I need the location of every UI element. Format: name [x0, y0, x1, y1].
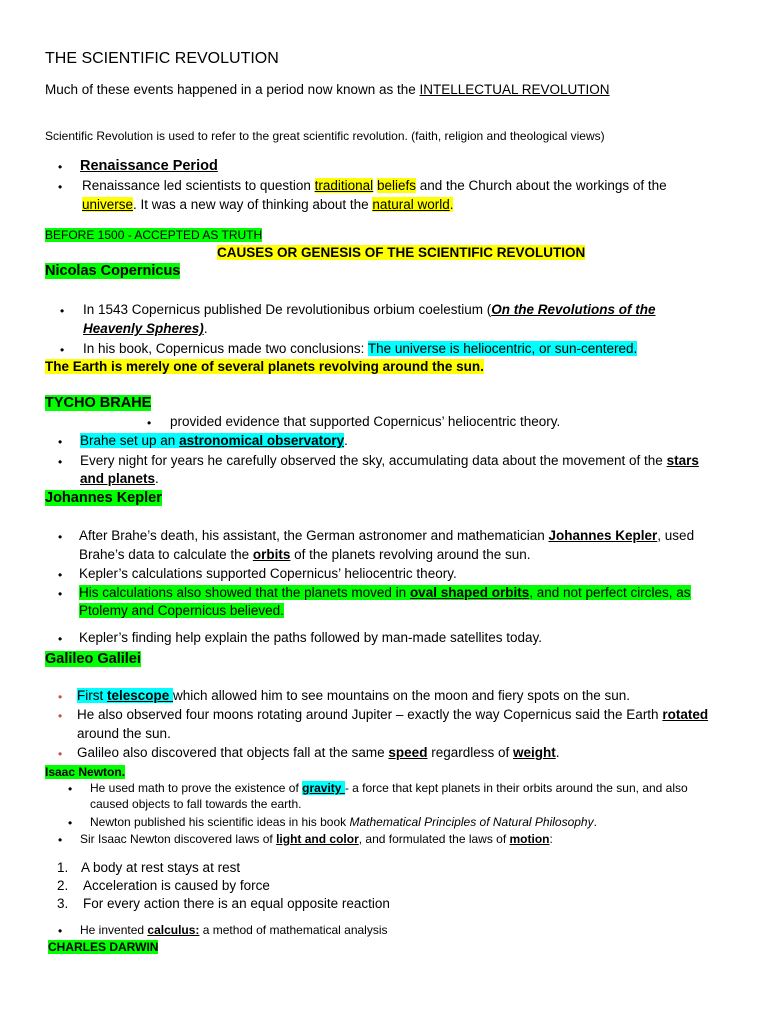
- text-span: .: [344, 433, 348, 448]
- observatory-highlight: astronomical observatory: [179, 433, 345, 448]
- kepler-name-term: Johannes Kepler: [548, 528, 658, 543]
- book-title-cont: Heavenly Spheres): [83, 321, 204, 336]
- bullet-icon: •: [60, 304, 65, 318]
- book-title: On the Revolutions of the: [491, 302, 656, 317]
- text-span: a method of mathematical analysis: [199, 923, 388, 937]
- intro-text: Much of these events happened in a period now known as the: [45, 82, 420, 97]
- text-span: Brahe’s data to calculate the: [79, 547, 253, 562]
- text-span: He also observed four moons rotating around Jupiter – exactly the way Copernicus said the Earth: [77, 707, 663, 722]
- kepler-heading: Johannes Kepler: [45, 490, 162, 506]
- copernicus-heading: Nicolas Copernicus: [45, 263, 181, 279]
- heliocentric-highlight: The universe is heliocentric, or sun-centered.: [367, 341, 638, 356]
- motion-term: motion: [509, 832, 550, 846]
- text-span: Newton published his scientific ideas in his book: [90, 815, 350, 829]
- law-text: Acceleration is caused by force: [83, 878, 270, 893]
- universe-highlight: universe: [82, 197, 134, 212]
- galileo-bullet-3: [77, 745, 560, 760]
- galileo-bullet-1: [77, 688, 630, 703]
- law-text: For every action there is an equal opposite reaction: [83, 896, 390, 911]
- intellectual-revolution-link: INTELLECTUAL REVOLUTION: [419, 82, 610, 97]
- intro-line: [45, 82, 610, 97]
- text-span: In 1543 Copernicus published De revolutionibus orbium coelestium (: [83, 302, 492, 317]
- text-span: .: [593, 815, 597, 829]
- text-span: . It was a new way of thinking about the: [133, 197, 373, 212]
- beliefs-highlight: beliefs: [376, 178, 416, 193]
- law-1: [57, 860, 241, 875]
- newton-bullet-1: [90, 781, 688, 795]
- bullet-icon: •: [68, 816, 73, 830]
- darwin-heading: CHARLES DARWIN: [48, 940, 159, 954]
- oval-orbits-highlight: oval shaped orbits: [409, 585, 530, 600]
- kepler-bullet-3: [79, 585, 691, 600]
- text-span: After Brahe’s death, his assistant, the German astronomer and mathematician: [79, 528, 549, 543]
- bullet-icon: •: [58, 747, 63, 761]
- bullet-icon: •: [68, 782, 73, 796]
- orbits-term: orbits: [252, 547, 291, 562]
- bullet-icon: •: [58, 160, 63, 174]
- text-span: .: [555, 745, 560, 760]
- text-span: , and not perfect circles, as: [529, 585, 691, 600]
- law-text: A body at rest stays at rest: [81, 860, 241, 875]
- principia-title: Mathematical Principles of Natural Philosophy: [349, 815, 594, 829]
- law-number: 2.: [57, 878, 69, 893]
- text-span: His calculations also showed that the planets moved in: [79, 585, 410, 600]
- bullet-icon: •: [58, 180, 63, 194]
- planets-term: and planets: [80, 471, 156, 486]
- bullet-icon: •: [58, 709, 63, 723]
- natural-world-highlight: natural world: [372, 197, 450, 212]
- text-span: :: [549, 832, 553, 846]
- bullet-icon: •: [58, 587, 63, 601]
- brahe-bullet-3: [80, 453, 699, 468]
- bullet-icon: •: [58, 632, 63, 646]
- text-span: , used: [657, 528, 695, 543]
- page-title: THE SCIENTIFIC REVOLUTION: [45, 50, 279, 67]
- bullet-icon: •: [60, 343, 65, 357]
- bullet-icon: •: [58, 690, 63, 704]
- brahe-bullet-2: [80, 433, 348, 448]
- traditional-highlight: traditional: [314, 178, 374, 193]
- rotated-term: rotated: [662, 707, 709, 722]
- copernicus-bullet-1-cont: [83, 321, 208, 336]
- newton-bullet-3: [80, 832, 553, 846]
- law-number: 3.: [57, 896, 69, 911]
- text-span: and the Church about the workings of the: [415, 178, 667, 193]
- text-span: .: [449, 197, 454, 212]
- renaissance-line-1: [82, 178, 667, 193]
- brahe-heading: TYCHO BRAHE: [45, 395, 152, 411]
- text-span: Galileo also discovered that objects fall at the same: [77, 745, 389, 760]
- newton-bullet-4: [80, 923, 388, 937]
- text-span: Sir Isaac Newton discovered laws of: [80, 832, 277, 846]
- bullet-icon: •: [58, 530, 63, 544]
- text-span: , and formulated the laws of: [358, 832, 510, 846]
- calculus-term: calculus:: [147, 923, 200, 937]
- before-1500-label: BEFORE 1500 - ACCEPTED AS TRUTH: [45, 228, 263, 242]
- text-span: .: [155, 471, 159, 486]
- text-span: In his book, Copernicus made two conclusions:: [83, 341, 368, 356]
- galileo-bullet-2-cont: around the sun.: [77, 726, 171, 741]
- kepler-bullet-3-cont: Ptolemy and Copernicus believed.: [79, 603, 284, 618]
- galileo-bullet-2: [77, 707, 708, 722]
- bullet-icon: •: [58, 455, 63, 469]
- copernicus-conclusion-2: The Earth is merely one of several planets revolving around the sun.: [45, 359, 484, 374]
- newton-bullet-1-cont: caused objects to fall towards the earth.: [90, 797, 302, 811]
- weight-term: weight: [513, 745, 556, 760]
- text-span: He invented: [80, 923, 148, 937]
- law-2: [57, 878, 270, 893]
- text-span: Every night for years he carefully observed the sky, accumulating data about the movement of the: [80, 453, 667, 468]
- newton-bullet-2: [90, 815, 597, 829]
- brahe-bullet-3-cont: [80, 471, 159, 486]
- law-number: 1.: [57, 860, 69, 875]
- stars-term: stars: [666, 453, 699, 468]
- galileo-heading: Galileo Galilei: [45, 651, 141, 667]
- text-span: First: [77, 688, 107, 703]
- text-span: of the planets revolving around the sun.: [290, 547, 531, 562]
- bullet-icon: •: [58, 924, 63, 938]
- renaissance-line-2: [82, 197, 453, 212]
- kepler-bullet-4: Kepler’s finding help explain the paths followed by man-made satellites today.: [79, 630, 543, 645]
- newton-heading: Isaac Newton.: [45, 765, 126, 779]
- text-span: .: [203, 321, 208, 336]
- text-span: He used math to prove the existence of: [90, 781, 303, 795]
- text-span: Brahe set up an: [80, 433, 180, 448]
- light-color-term: light and color: [276, 832, 359, 846]
- bullet-icon: •: [147, 416, 152, 430]
- speed-term: speed: [388, 745, 428, 760]
- copernicus-bullet-1: [83, 302, 655, 317]
- text-span: which allowed him to see mountains on the moon and fiery spots on the sun.: [173, 688, 631, 703]
- copernicus-bullet-2: [83, 341, 637, 356]
- law-3: [57, 896, 390, 911]
- text-span: Renaissance led scientists to question: [82, 178, 315, 193]
- causes-heading: CAUSES OR GENESIS OF THE SCIENTIFIC REVOLUTION: [217, 245, 586, 260]
- bullet-icon: •: [58, 435, 63, 449]
- kepler-bullet-1-cont: [79, 547, 531, 562]
- bullet-icon: •: [58, 568, 63, 582]
- definition-text: Scientific Revolution is used to refer to the great scientific revolution. (faith, religion and theological views): [45, 129, 605, 143]
- renaissance-heading: Renaissance Period: [80, 158, 218, 174]
- kepler-bullet-2: Kepler’s calculations supported Copernicus’ heliocentric theory.: [79, 566, 457, 581]
- text-span: - a force that kept planets in their orbits around the sun, and also: [344, 781, 688, 795]
- telescope-highlight: telescope: [107, 688, 174, 703]
- kepler-bullet-1: [79, 528, 694, 543]
- gravity-highlight: gravity: [302, 781, 345, 795]
- text-span: regardless of: [427, 745, 513, 760]
- bullet-icon: •: [58, 833, 63, 847]
- brahe-bullet-1: provided evidence that supported Copernicus’ heliocentric theory.: [170, 414, 561, 429]
